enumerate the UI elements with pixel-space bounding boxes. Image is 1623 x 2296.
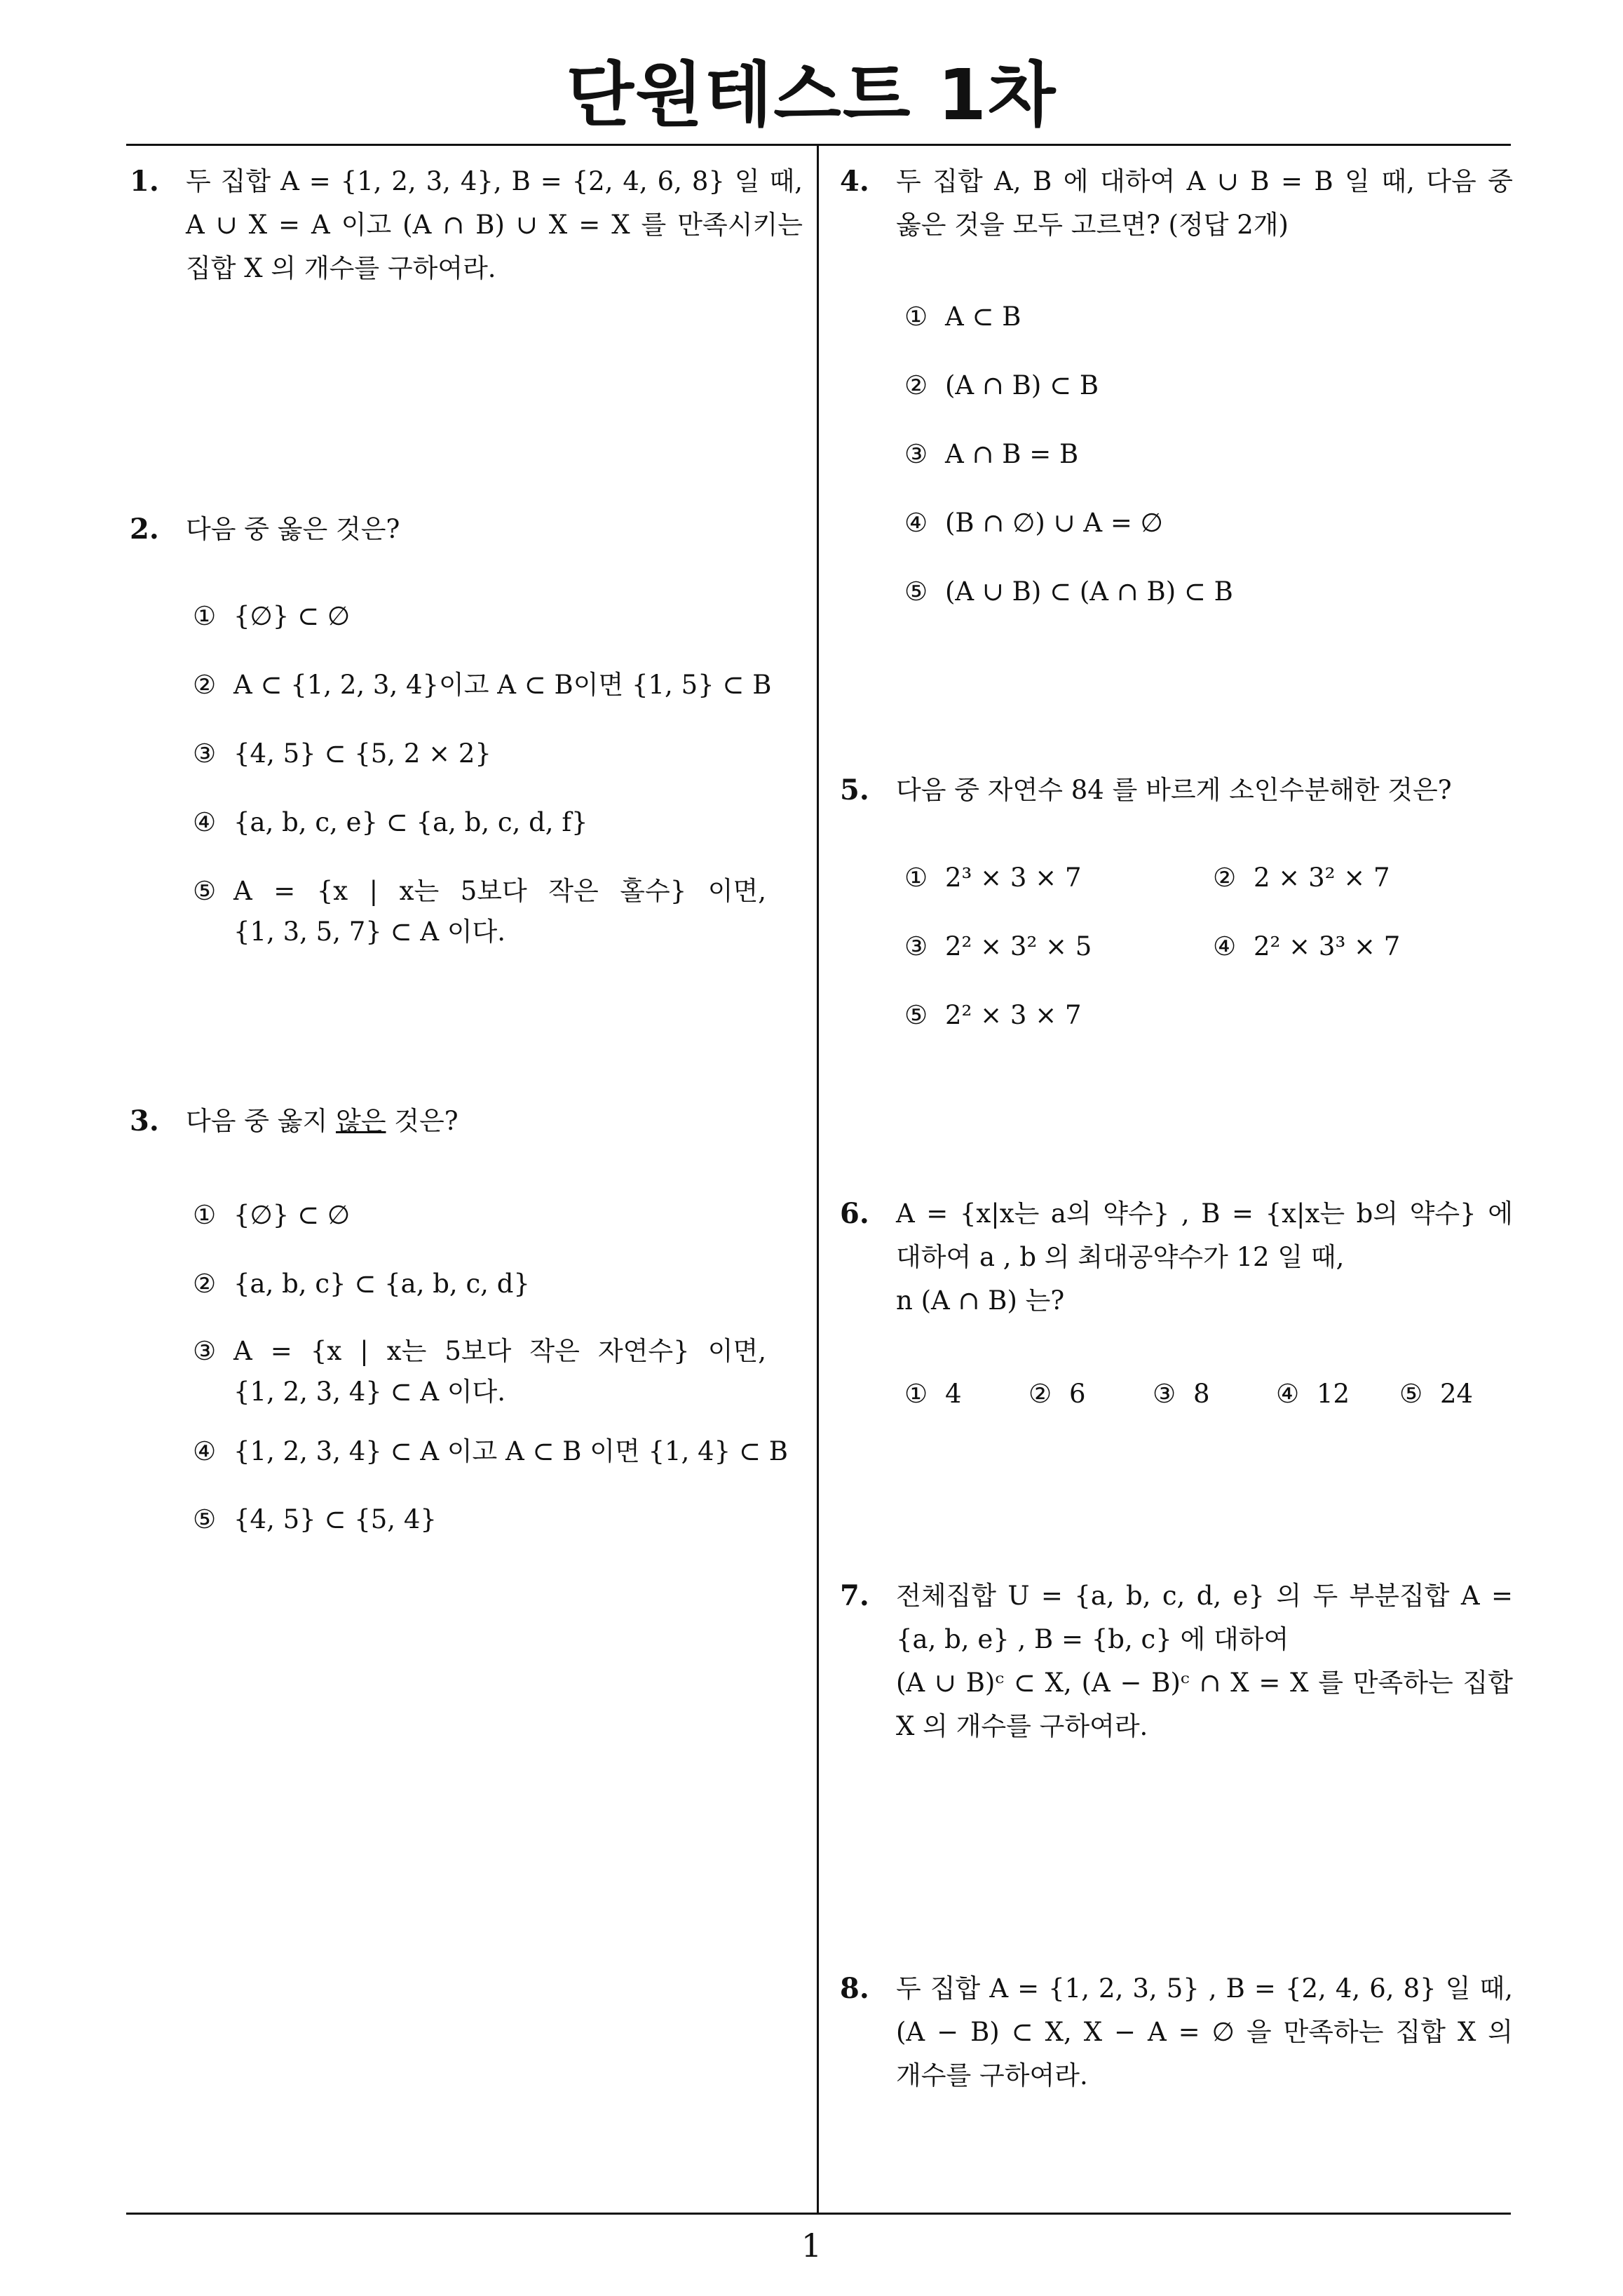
column-divider xyxy=(817,145,819,2213)
choice-text: {a, b, c, e} ⊂ {a, b, c, d, f} xyxy=(233,807,588,837)
choice-marker: ① xyxy=(193,601,217,631)
choice-marker: ① xyxy=(904,1379,928,1409)
choice-text: (B ∩ ∅) ∪ A = ∅ xyxy=(945,508,1163,538)
choice-text: 4 xyxy=(945,1379,962,1409)
choice-marker: ① xyxy=(904,863,928,893)
choice-marker: ① xyxy=(904,302,928,332)
problem-number: 3. xyxy=(130,1105,159,1137)
problem-7 xyxy=(840,1574,1513,1748)
choice-text: 8 xyxy=(1193,1379,1210,1409)
problem-number: 6. xyxy=(840,1197,869,1230)
choice-marker: ⑤ xyxy=(193,876,217,906)
choice-marker: ③ xyxy=(904,439,928,469)
page-title: 단원테스트 1차 xyxy=(566,54,1057,136)
problem-number: 4. xyxy=(840,165,869,198)
choice-text-continued: {1, 2, 3, 4} ⊂ A 이다. xyxy=(233,1377,506,1407)
choice-marker: ③ xyxy=(904,931,928,961)
choice-marker: ③ xyxy=(193,738,217,769)
problem-text: 두 집합 A, B 에 대하여 A ∪ B = B 일 때, 다음 중 xyxy=(896,166,1513,196)
choice-item[interactable] xyxy=(193,599,350,634)
choice-marker: ③ xyxy=(193,1336,217,1366)
choice-text: 2² × 3³ × 7 xyxy=(1254,931,1401,961)
problem-number: 7. xyxy=(840,1579,869,1612)
choice-marker: ① xyxy=(193,1200,217,1230)
problem-text: (A ∪ B)ᶜ ⊂ X, (A − B)ᶜ ∩ X = X 를 만족하는 집합 xyxy=(896,1668,1513,1698)
problem-4 xyxy=(840,160,1513,247)
problem-text: 두 집합 A = {1, 2, 3, 5} , B = {2, 4, 6, 8} 일 때, xyxy=(896,1973,1513,2004)
choice-item[interactable] xyxy=(1213,860,1390,896)
problem-number: 2. xyxy=(130,513,159,546)
problem-1 xyxy=(130,160,803,290)
problem-question: 다음 중 자연수 84 를 바르게 소인수분해한 것은? xyxy=(896,775,1452,805)
choice-text-continued: {1, 3, 5, 7} ⊂ A 이다. xyxy=(233,917,506,947)
choice-item[interactable] xyxy=(193,874,766,950)
choice-marker: ④ xyxy=(193,1436,217,1466)
problem-question: 다음 중 옳지 xyxy=(186,1106,336,1136)
problem-text: 대하여 a , b 의 최대공약수가 12 일 때, xyxy=(896,1242,1345,1272)
problem-2 xyxy=(130,508,803,551)
choice-text: {∅} ⊂ ∅ xyxy=(233,1200,351,1230)
choice-text: {∅} ⊂ ∅ xyxy=(233,601,351,631)
problem-text: A = {x|x는 a의 약수} , B = {x|x는 b의 약수} 에 xyxy=(896,1198,1513,1229)
problem-number: 1. xyxy=(130,165,159,198)
choice-marker: ④ xyxy=(193,807,217,837)
choice-marker: ③ xyxy=(1153,1379,1176,1409)
choice-text: (A ∪ B) ⊂ (A ∩ B) ⊂ B xyxy=(945,576,1233,607)
choice-marker: ② xyxy=(193,1269,217,1299)
choice-marker: ④ xyxy=(1276,1379,1300,1409)
choice-item[interactable] xyxy=(904,299,1021,335)
problem-text: {a, b, e} , B = {b, c} 에 대하여 xyxy=(896,1624,1289,1654)
choice-item[interactable] xyxy=(904,574,1233,609)
choice-text: 2² × 3² × 5 xyxy=(945,931,1092,961)
problem-number: 8. xyxy=(840,1972,869,2005)
choice-marker: ② xyxy=(193,670,217,700)
choice-text: A ⊂ {1, 2, 3, 4}이고 A ⊂ B이면 {1, 5} ⊂ B xyxy=(233,670,772,700)
choice-text: A ⊂ B xyxy=(945,302,1021,332)
choice-item[interactable] xyxy=(904,506,1163,541)
choice-text: {4, 5} ⊂ {5, 4} xyxy=(233,1504,437,1534)
choice-item[interactable] xyxy=(1399,1377,1473,1412)
choice-marker: ④ xyxy=(1213,931,1237,961)
choice-text: A = {x | x는 5보다 작은 홀수} 이면, xyxy=(233,876,766,906)
choice-text: 24 xyxy=(1440,1379,1474,1409)
choice-item[interactable] xyxy=(904,1377,962,1412)
choice-text: 12 xyxy=(1317,1379,1350,1409)
choice-item[interactable] xyxy=(904,368,1099,403)
choice-marker: ⑤ xyxy=(193,1504,217,1534)
choice-text: {a, b, c} ⊂ {a, b, c, d} xyxy=(233,1269,530,1299)
choice-text: A = {x | x는 5보다 작은 자연수} 이면, xyxy=(233,1336,766,1366)
choice-marker: ⑤ xyxy=(1399,1379,1423,1409)
problem-text: A ∪ X = A 이고 (A ∩ B) ∪ X = X 를 만족시키는 xyxy=(186,210,803,240)
problem-8 xyxy=(840,1967,1513,2098)
choice-item[interactable] xyxy=(193,668,771,703)
choice-text: 2² × 3 × 7 xyxy=(945,1000,1082,1030)
choice-item[interactable] xyxy=(904,437,1078,472)
choice-marker: ④ xyxy=(904,508,928,538)
page-number: 1 xyxy=(801,2227,822,2264)
problem-text: X 의 개수를 구하여라. xyxy=(896,1711,1148,1741)
choice-item[interactable] xyxy=(193,1267,530,1302)
problem-text: 집합 X 의 개수를 구하여라. xyxy=(186,253,496,283)
problem-question: 다음 중 옳은 것은? xyxy=(186,514,400,544)
problem-text: n (A ∩ B) 는? xyxy=(896,1285,1065,1316)
problem-question: 것은? xyxy=(386,1106,459,1136)
choice-marker: ② xyxy=(1213,863,1237,893)
choice-item[interactable] xyxy=(193,1502,437,1537)
choice-text: 2³ × 3 × 7 xyxy=(945,863,1082,893)
problem-3 xyxy=(130,1100,803,1143)
choice-marker: ⑤ xyxy=(904,1000,928,1030)
choice-marker: ② xyxy=(1028,1379,1052,1409)
choice-marker: ⑤ xyxy=(904,576,928,607)
problem-number: 5. xyxy=(840,774,869,806)
choice-item[interactable] xyxy=(193,1434,788,1469)
problem-6 xyxy=(840,1192,1513,1323)
choice-text: A ∩ B = B xyxy=(945,439,1079,469)
choice-item[interactable] xyxy=(193,1198,350,1233)
choice-text: 2 × 3² × 7 xyxy=(1254,863,1390,893)
problem-text: 전체집합 U = {a, b, c, d, e} 의 두 부분집합 A = xyxy=(896,1581,1513,1611)
underlined-word: 않은 xyxy=(336,1106,386,1136)
choice-item[interactable] xyxy=(1028,1377,1086,1412)
problem-text: (A − B) ⊂ X, X − A = ∅ 을 만족하는 집합 X 의 xyxy=(896,2017,1513,2047)
choice-item[interactable] xyxy=(193,1334,766,1410)
choice-item[interactable] xyxy=(193,736,491,771)
choice-item[interactable] xyxy=(1153,1377,1210,1412)
choice-item[interactable] xyxy=(904,860,1082,896)
choice-marker: ② xyxy=(904,370,928,400)
problem-text: 옳은 것을 모두 고르면? (정답 2개) xyxy=(896,210,1289,240)
problem-5 xyxy=(840,769,1513,812)
choice-text: (A ∩ B) ⊂ B xyxy=(945,370,1099,400)
choice-item[interactable] xyxy=(904,998,1082,1033)
choice-text: {4, 5} ⊂ {5, 2 × 2} xyxy=(233,738,491,769)
choice-item[interactable] xyxy=(1213,929,1400,964)
choice-text: {1, 2, 3, 4} ⊂ A 이고 A ⊂ B 이면 {1, 4} ⊂ B xyxy=(233,1436,788,1466)
choice-item[interactable] xyxy=(193,805,588,840)
bottom-rule xyxy=(126,2213,1511,2215)
choice-item[interactable] xyxy=(1276,1377,1350,1412)
choice-item[interactable] xyxy=(904,929,1092,964)
problem-text: 두 집합 A = {1, 2, 3, 4}, B = {2, 4, 6, 8} 일 때, xyxy=(186,166,803,196)
choice-text: 6 xyxy=(1069,1379,1086,1409)
problem-text: 개수를 구하여라. xyxy=(896,2060,1088,2091)
